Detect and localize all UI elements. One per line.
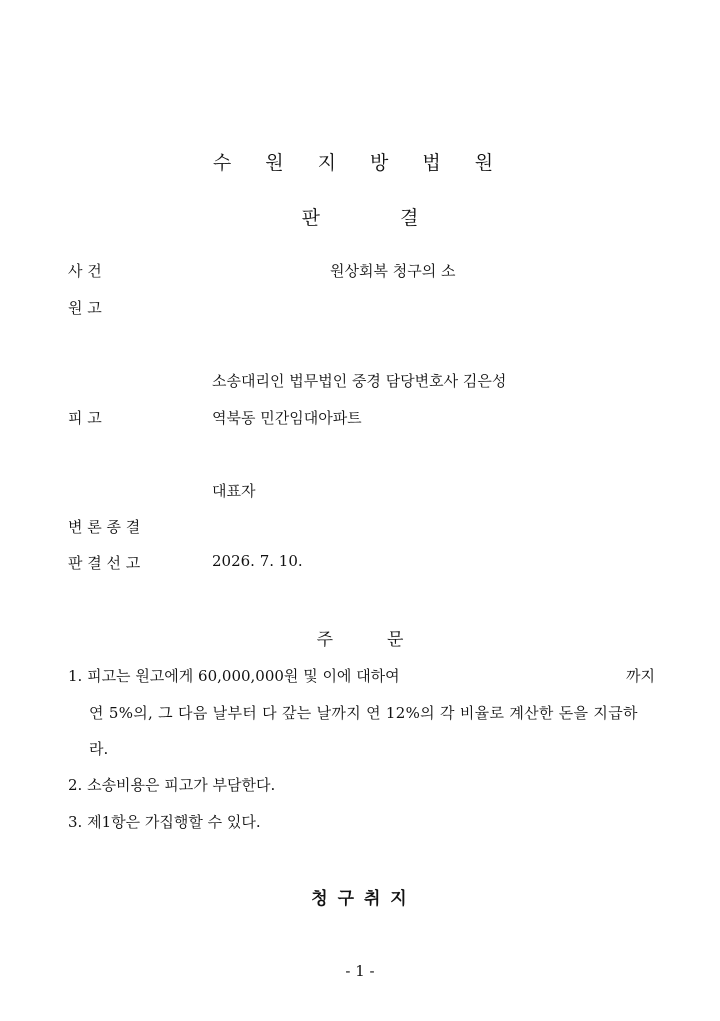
order-item-2: 2. 소송비용은 피고가 부담한다. [68, 776, 276, 794]
order-title-char-1: 주 [316, 630, 333, 650]
plaintiff-label: 원 고 [68, 299, 102, 317]
judgment-date-label: 판 결 선 고 [68, 554, 141, 572]
document-type-char-2: 결 [400, 207, 419, 229]
court-name: 수 원 지 방 법 원 [212, 152, 508, 174]
order-item-1-line-2: 연 5%의, 그 다음 날부터 다 갚는 날까지 연 12%의 각 비율로 계산한 돈을 지급하 [89, 704, 638, 722]
order-title-char-2: 문 [387, 630, 404, 650]
order-item-1-line-1: 1. 피고는 원고에게 60,000,000원 및 이에 대하여 [68, 667, 400, 685]
document-type [0, 203, 720, 230]
defendant-value: 역북동 민간임대아파트 [212, 409, 362, 427]
judgment-date: 2026. 7. 10. [212, 552, 303, 570]
defendant-representative: 대표자 [212, 482, 256, 500]
plaintiff-representative: 소송대리인 법무법인 중경 담당변호사 김은성 [212, 372, 507, 390]
order-title [0, 625, 720, 650]
closing-label: 변 론 종 결 [68, 518, 141, 536]
case-label-text: 사 건 [68, 262, 102, 280]
case-value: 원상회복 청구의 소 [330, 262, 456, 280]
order-item-1-line-3: 라. [89, 740, 109, 758]
document-type-char-1: 판 [301, 207, 320, 229]
order-item-1-line-1-end: 까지 [626, 667, 655, 685]
order-item-3: 3. 제1항은 가집행할 수 있다. [68, 813, 261, 831]
defendant-label: 피 고 [68, 409, 102, 427]
page-number: - 1 - [345, 962, 375, 980]
claim-title: 청 구 취 지 [311, 889, 409, 909]
